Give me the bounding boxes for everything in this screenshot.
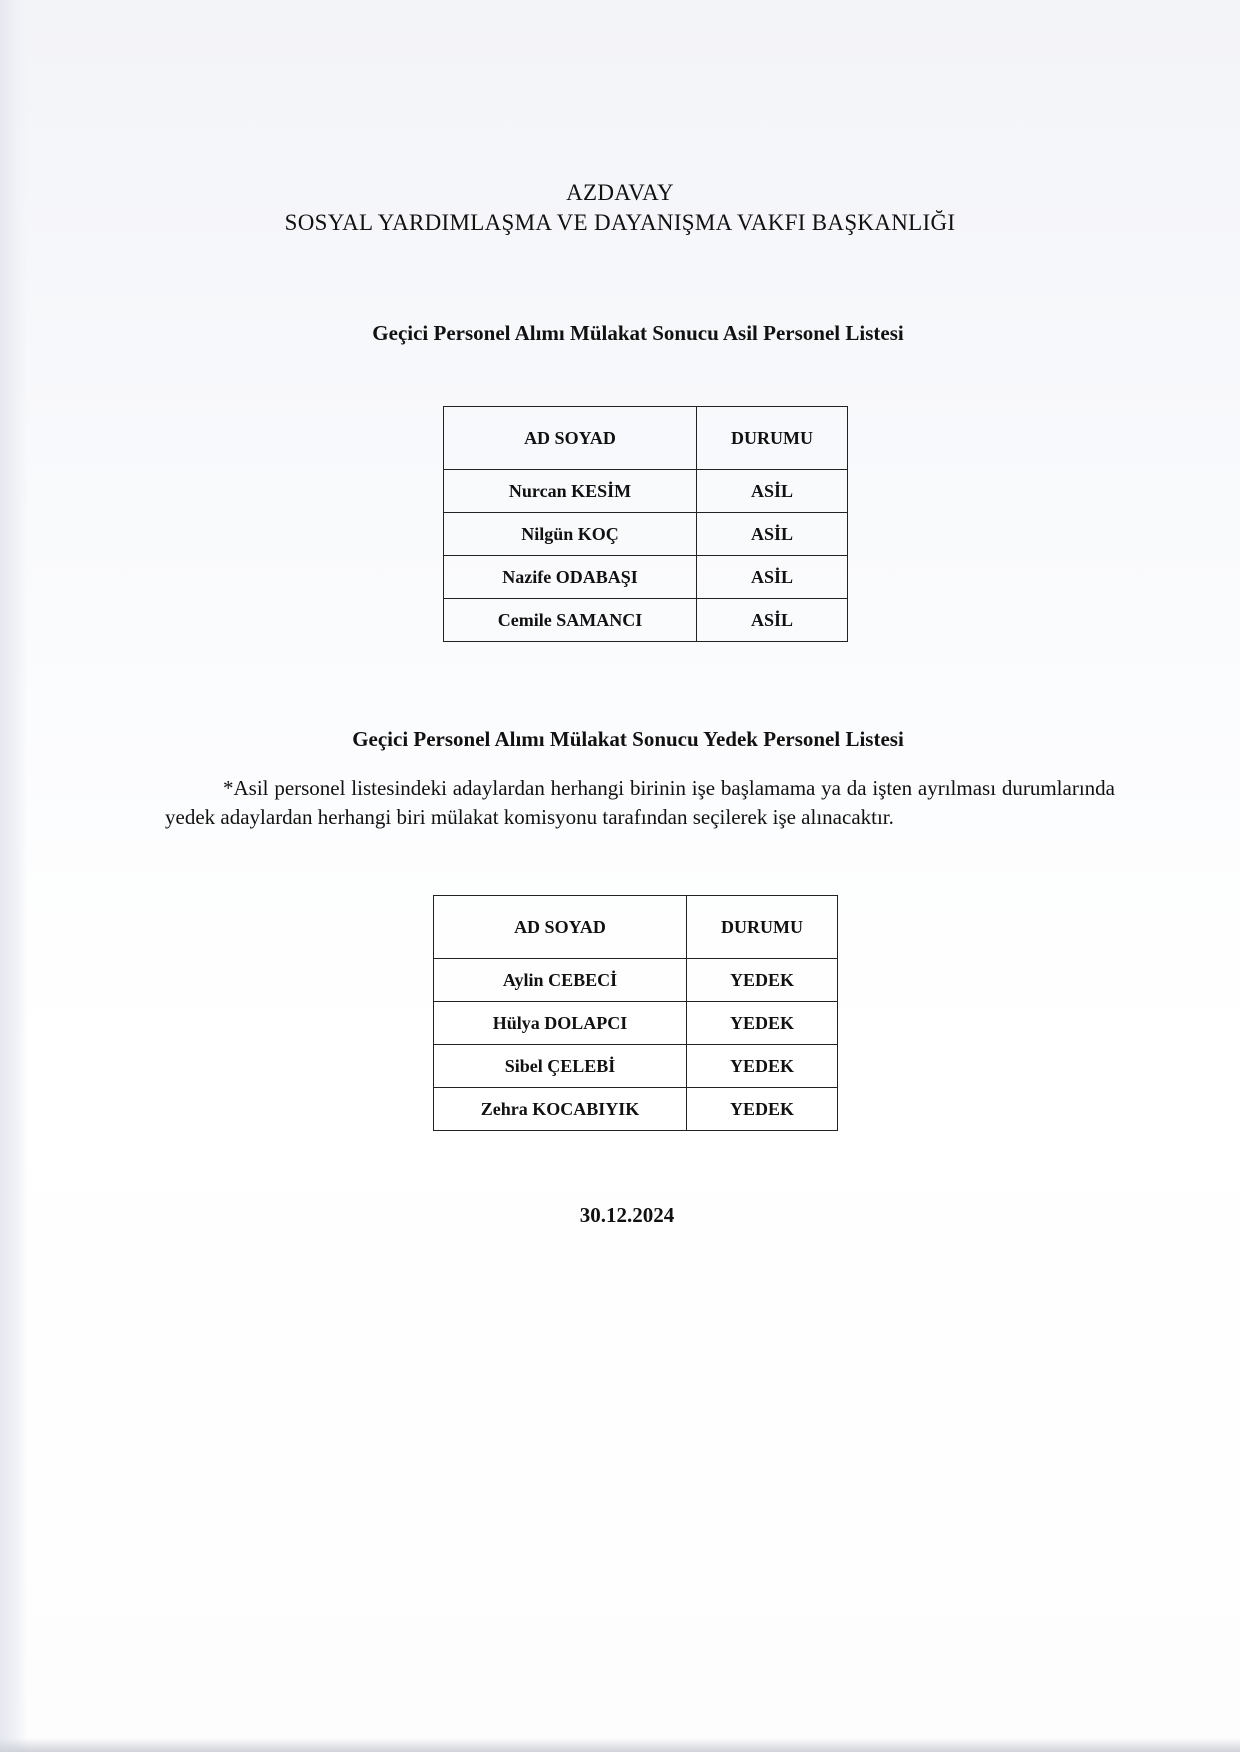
table-row bbox=[444, 470, 848, 513]
cell-status: ASİL bbox=[697, 513, 848, 556]
cell-name: Nurcan KESİM bbox=[444, 470, 697, 513]
cell-status: YEDEK bbox=[687, 1045, 838, 1088]
scan-edge-bottom bbox=[0, 1738, 1240, 1752]
table-row bbox=[434, 1088, 838, 1131]
cell-status: ASİL bbox=[697, 599, 848, 642]
cell-name: Cemile SAMANCI bbox=[444, 599, 697, 642]
column-header-status: DURUMU bbox=[687, 896, 838, 959]
cell-status: YEDEK bbox=[687, 1088, 838, 1131]
cell-name: Zehra KOCABIYIK bbox=[434, 1088, 687, 1131]
organization-header bbox=[0, 178, 1240, 238]
document-date: 30.12.2024 bbox=[579, 1203, 675, 1227]
scan-edge-left bbox=[0, 0, 28, 1752]
cell-status: ASİL bbox=[697, 556, 848, 599]
table-row bbox=[444, 556, 848, 599]
yedek-list-title: Geçici Personel Alımı Mülakat Sonucu Yedek Personel Listesi bbox=[352, 727, 904, 751]
table-row bbox=[434, 1002, 838, 1045]
table-header-row bbox=[434, 896, 838, 959]
cell-status: YEDEK bbox=[687, 959, 838, 1002]
yedek-personnel-table bbox=[433, 895, 838, 1131]
cell-name: Nazife ODABAŞI bbox=[444, 556, 697, 599]
table-row bbox=[434, 959, 838, 1002]
asil-list-title: Geçici Personel Alımı Mülakat Sonucu Asil Personel Listesi bbox=[372, 321, 904, 345]
table-row bbox=[444, 599, 848, 642]
organization-name: AZDAVAY bbox=[566, 180, 674, 205]
cell-status: ASİL bbox=[697, 470, 848, 513]
organization-subtitle: SOSYAL YARDIMLAŞMA VE DAYANIŞMA VAKFI BAŞKANLIĞI bbox=[284, 210, 956, 235]
table-row bbox=[434, 1045, 838, 1088]
cell-name: Sibel ÇELEBİ bbox=[434, 1045, 687, 1088]
column-header-status: DURUMU bbox=[697, 407, 848, 470]
cell-name: Nilgün KOÇ bbox=[444, 513, 697, 556]
cell-status: YEDEK bbox=[687, 1002, 838, 1045]
column-header-name: AD SOYAD bbox=[444, 407, 697, 470]
reserve-note: *Asil personel listesindeki adaylardan herhangi birinin işe başlamama ya da işten ayrılması durumlarında yedek adaylardan herhangi biri mülakat komisyonu tarafından seçilerek işe alınacaktır. bbox=[165, 776, 1115, 829]
cell-name: Aylin CEBECİ bbox=[434, 959, 687, 1002]
column-header-name: AD SOYAD bbox=[434, 896, 687, 959]
table-row bbox=[444, 513, 848, 556]
table-header-row bbox=[444, 407, 848, 470]
cell-name: Hülya DOLAPCI bbox=[434, 1002, 687, 1045]
asil-personnel-table bbox=[443, 406, 848, 642]
